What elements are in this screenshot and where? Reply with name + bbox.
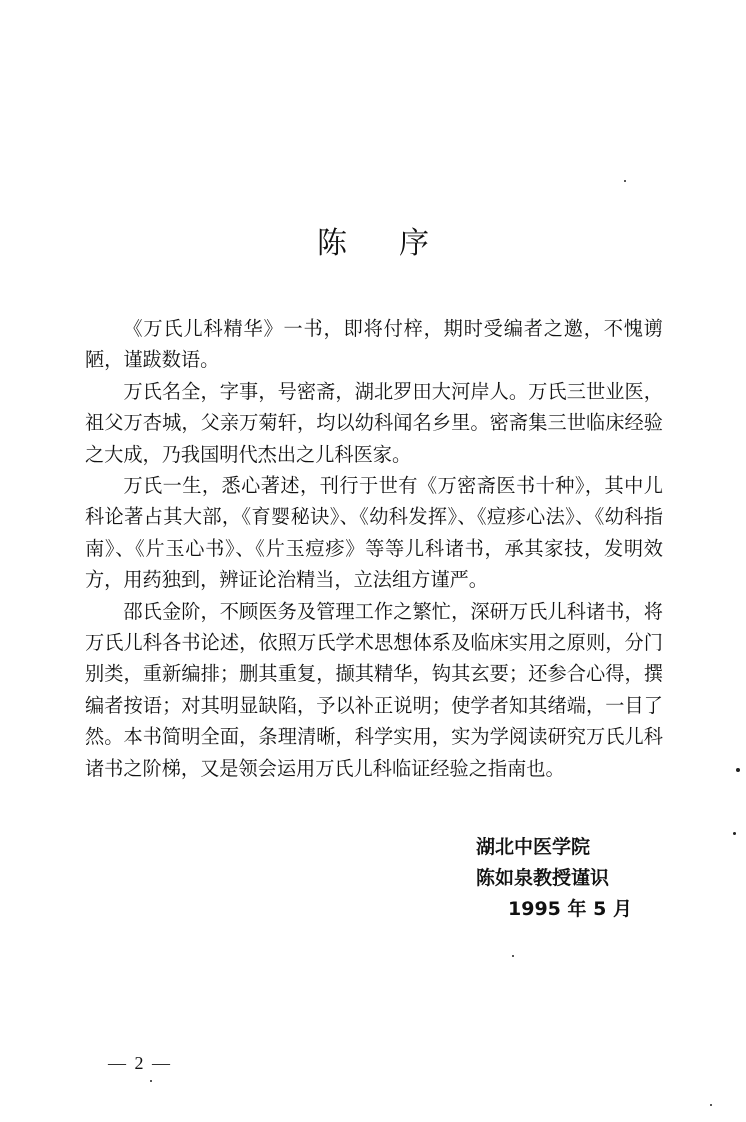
title-char-2: 序 (399, 226, 429, 261)
preface-body (85, 313, 663, 784)
preface-title (0, 218, 746, 262)
signature-date: 1995 年 5 月 (508, 898, 632, 920)
page-number: — 2 — (108, 1053, 172, 1073)
signature-institution: 湖北中医学院 (476, 836, 591, 858)
scan-speck (710, 1104, 712, 1106)
scan-speck (150, 1080, 152, 1082)
paragraph-4: 邵氏金阶，不顾医务及管理工作之繁忙，深研万氏儿科诸书，将万氏儿科各书论述，依照万氏学术思想体系及临床实用之原则，分门别类，重新编排；删其重复，撷其精华，钩其玄要；还参合心得，撰编者按语；对其明显缺陷，予以补正说明；使学者知其绪端，一目了然。本书简明全面，条理清晰，科学实用，实为学阅读研究万氏儿科诸书之阶梯，又是领会运用万氏儿科临证经验之指南也。 (85, 599, 663, 780)
signature-block (476, 832, 632, 925)
title-char-1: 陈 (317, 226, 347, 261)
scan-speck (733, 832, 736, 835)
paragraph-3: 万氏一生，悉心著述，刊行于世有《万密斋医书十种》，其中儿科论著占其大部，《育婴秘诀》、《幼科发挥》、《痘疹心法》、《幼科指南》、《片玉心书》、《片玉痘疹》等等儿科诸书，承其家技，发明效方，用药独到，辨证论治精当，立法组方谨严。 (85, 474, 663, 592)
scan-speck (736, 768, 740, 772)
scan-speck (624, 180, 626, 182)
scan-speck (512, 955, 514, 957)
paragraph-1: 《万氏儿科精华》一书，即将付梓，期时受编者之邀，不愧谫陋，谨跋数语。 (85, 317, 663, 372)
signature-author: 陈如泉教授谨识 (476, 867, 610, 889)
paragraph-2: 万氏名全，字事，号密斋，湖北罗田大河岸人。万氏三世业医，祖父万杏城，父亲万菊轩，均以幼科闻名乡里。密斋集三世临床经验之大成，乃我国明代杰出之儿科医家。 (85, 379, 663, 466)
